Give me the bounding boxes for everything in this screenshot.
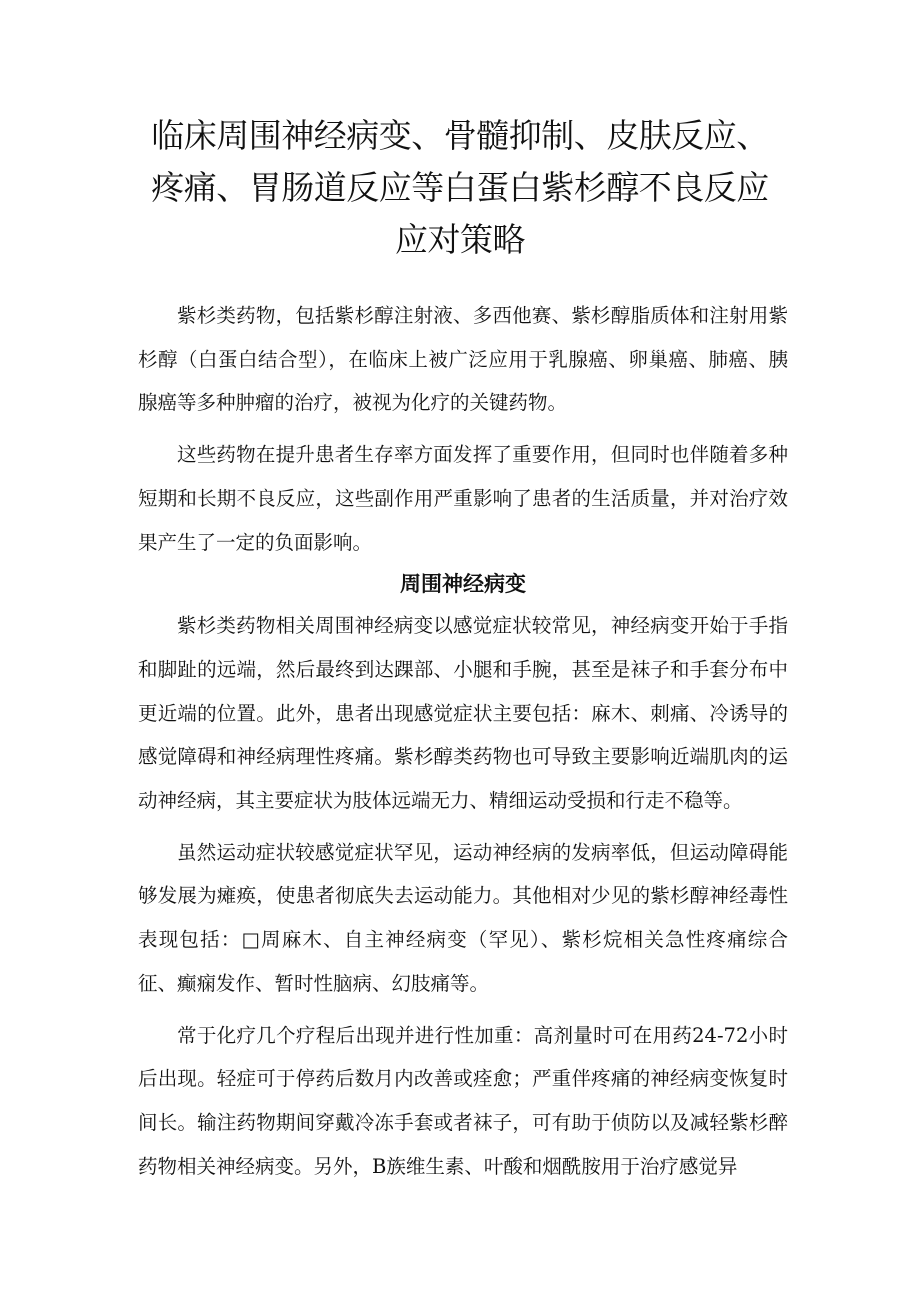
title-line-2: 疼痛、胃肠道反应等白蛋白紫杉醇不良反应 [151, 168, 769, 207]
paragraph-intro: 紫杉类药物，包括紫杉醇注射液、多西他赛、紫杉醇脂质体和注射用紫杉醇（白蛋白结合型），在临床上被广泛应用于乳腺癌、卵巢癌、肺癌、胰腺癌等多种肿瘤的治疗，被视为化疗的关键药物。 [138, 304, 788, 415]
paragraph-motor-symptoms: 虽然运动症状较感觉症状罕见，运动神经病的发病率低，但运动障碍能够发展为瘫痪，使患者彻底失去运动能力。其他相对少见的紫杉醇神经毒性表现包括：□周麻木、自主神经病变（罕见）、紫杉烷相关急性疼痛综合征、癫痫发作、暂时性脑病、幻肢痛等。 [138, 840, 788, 995]
title-line-3: 应对策略 [395, 220, 525, 259]
paragraph-side-effects: 这些药物在提升患者生存率方面发挥了重要作用，但同时也伴随着多种短期和长期不良反应，这些副作用严重影响了患者的生活质量，并对治疗效果产生了一定的负面影响。 [138, 443, 788, 554]
title-line-1: 临床周围神经病变、骨髓抑制、皮肤反应、 [151, 116, 769, 155]
paragraph-sensory-symptoms: 紫杉类药物相关周围神经病变以感觉症状较常见，神经病变开始于手指和脚趾的远端，然后最终到达踝部、小腿和手腕，甚至是袜子和手套分布中更近端的位置。此外，患者出现感觉症状主要包括：麻木、刺痛、冷诱导的感觉障碍和神经病理性疼痛。紫杉醇类药物也可导致主要影响近端肌肉的运动神经病，其主要症状为肢体远端无力、精细运动受损和行走不稳等。 [138, 614, 788, 813]
document-body [138, 294, 788, 1188]
document-title [120, 110, 800, 266]
section-heading-peripheral-neuropathy: 周围神经病变 [400, 572, 526, 597]
paragraph-course-and-prevention: 常于化疗几个疗程后出现并进行性加重：高剂量时可在用药24-72小时后出现。轻症可于停药后数月内改善或痊愈；严重伴疼痛的神经病变恢复时间长。输注药物期间穿戴冷冻手套或者袜子，可有助于侦防以及减轻紫杉醉药物相关神经病变。另外，B族维生素、叶酸和烟酰胺用于治疗感觉异 [138, 1023, 788, 1178]
